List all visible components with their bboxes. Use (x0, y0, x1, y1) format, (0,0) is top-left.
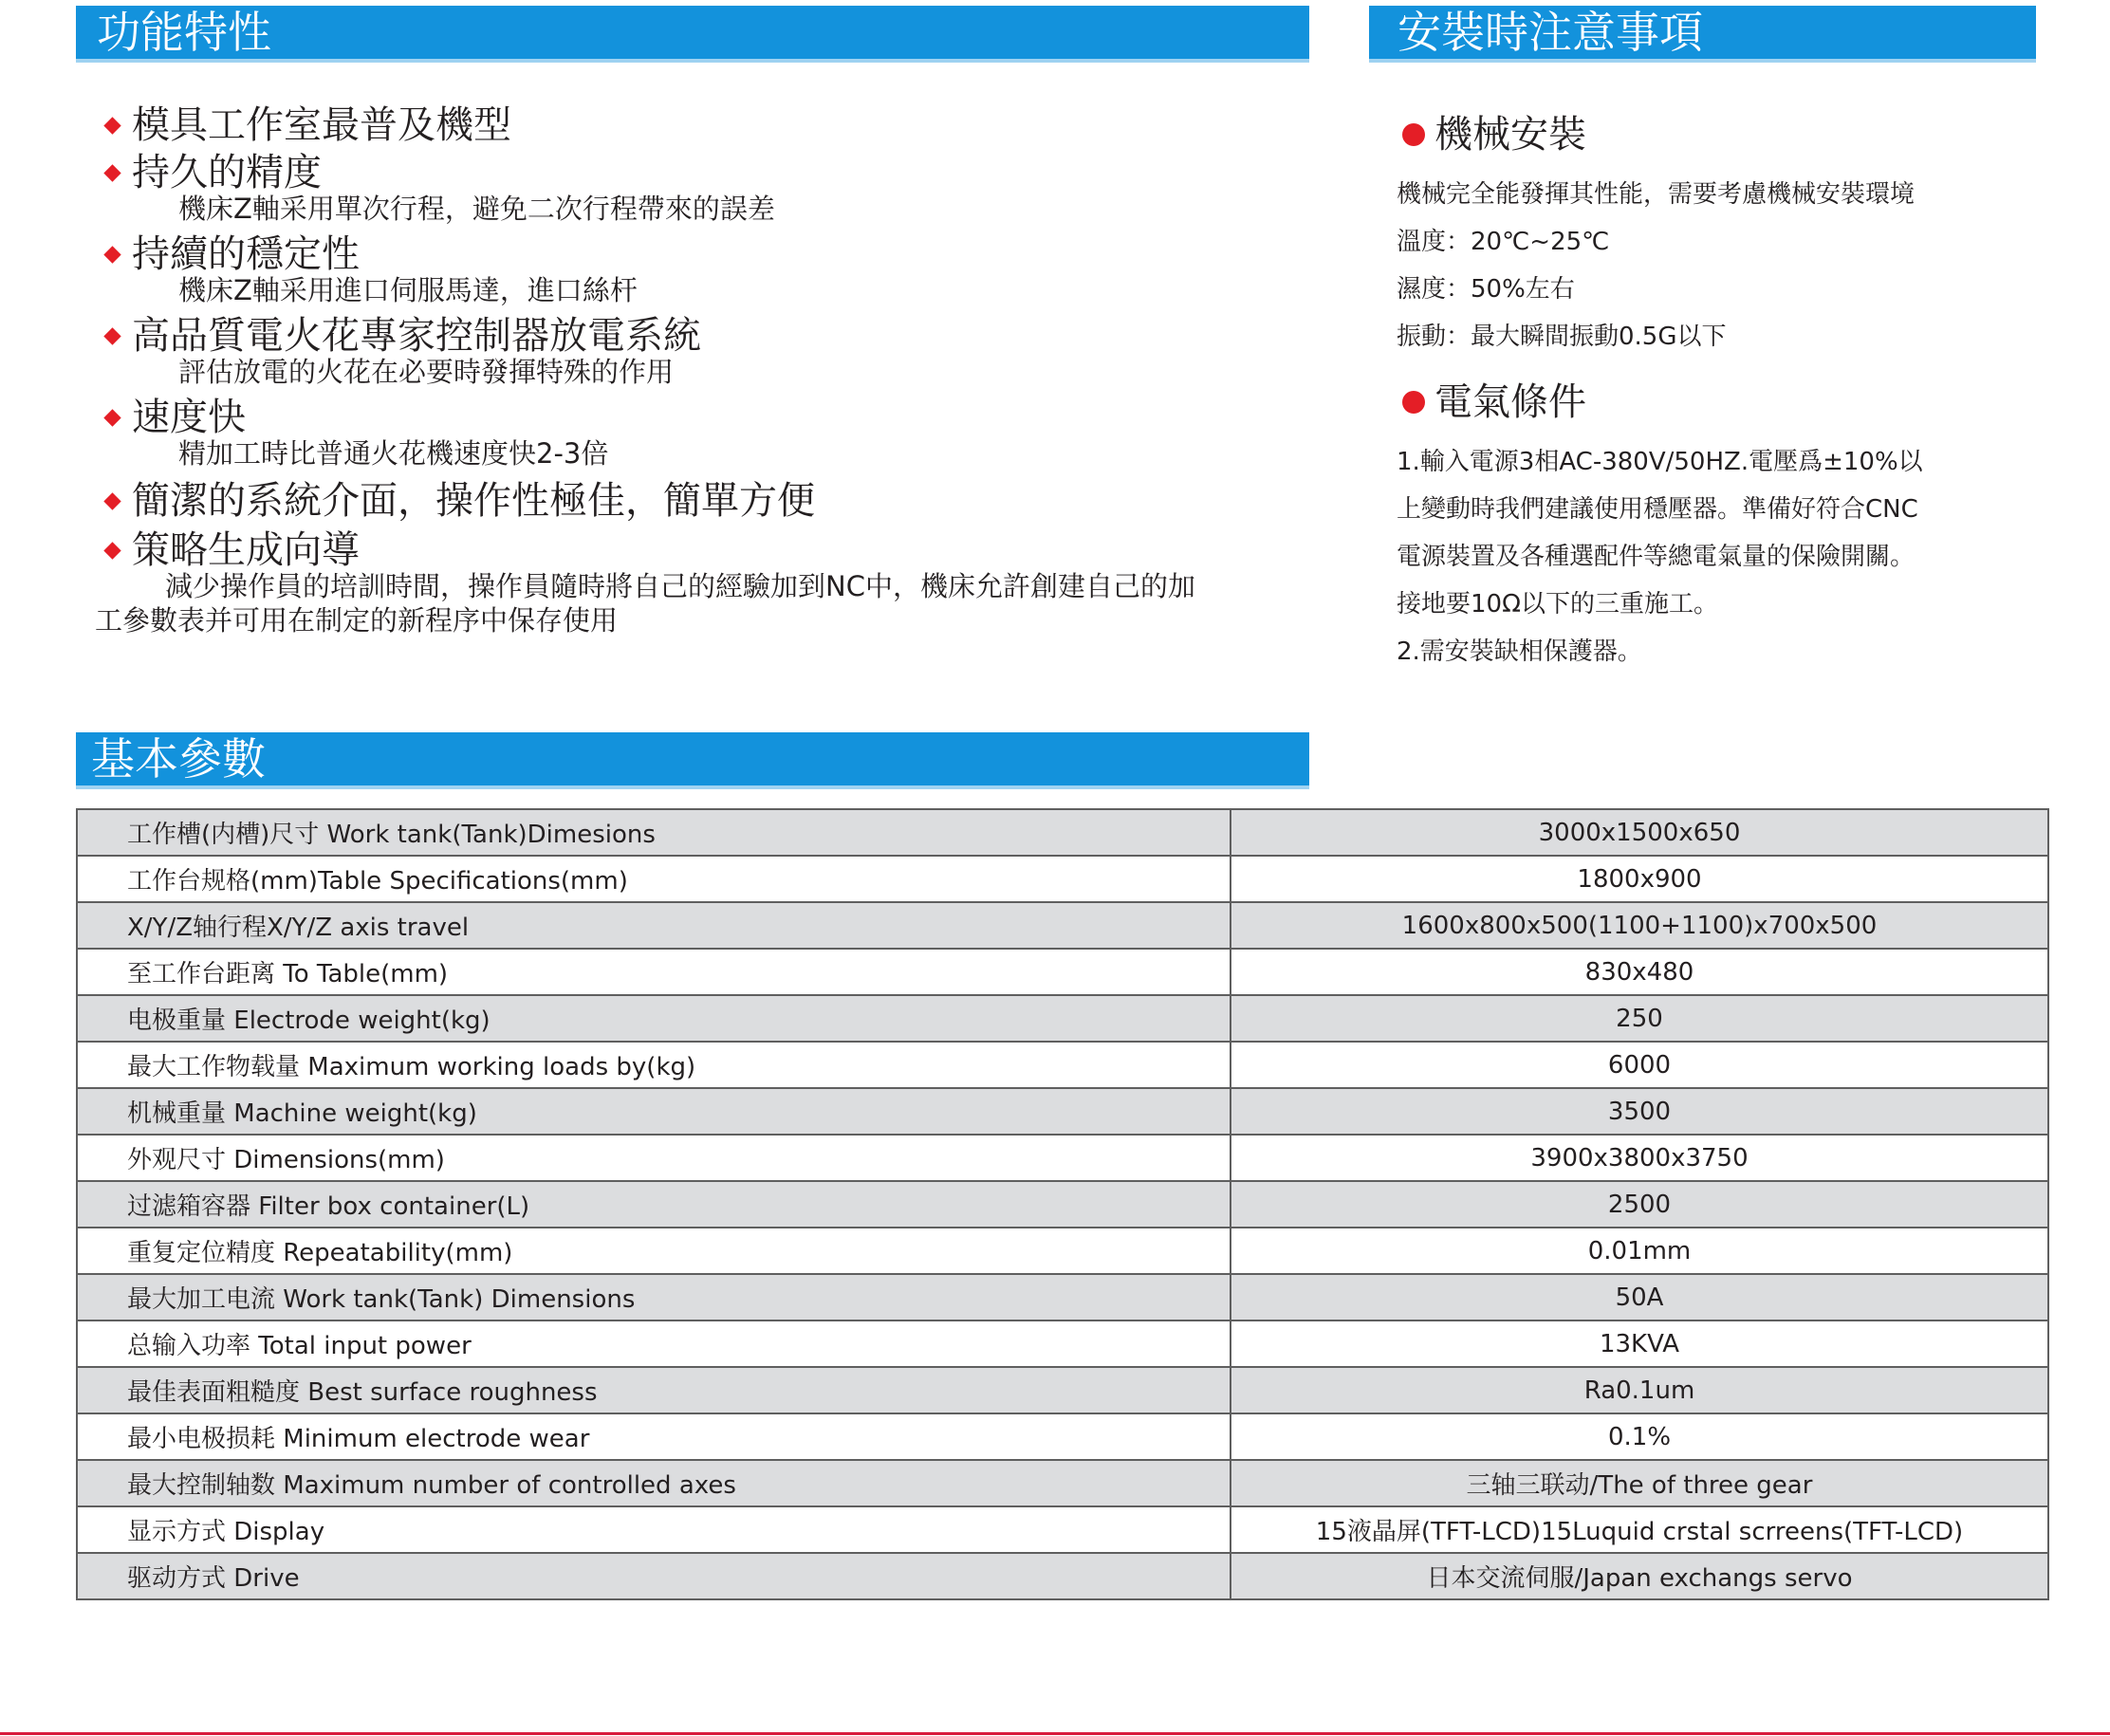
red-diamond-icon (103, 542, 120, 559)
table-row (77, 1135, 2048, 1181)
mechanical-install-line: 振動：最大瞬間振動0.5G以下 (1397, 323, 1727, 351)
param-name: X/Y/Z轴行程X/Y/Z axis travel (77, 902, 1231, 949)
param-value: 0.01mm (1231, 1228, 2048, 1274)
mechanical-install-line: 濕度：50%左右 (1397, 275, 1575, 304)
param-name: 机械重量 Machine weight(kg) (77, 1088, 1231, 1135)
param-value: 1600x800x500(1100+1100)x700x500 (1231, 902, 2048, 949)
mechanical-install-heading (1397, 112, 2042, 157)
feature-item (95, 314, 1186, 389)
param-name: 最佳表面粗糙度 Best surface roughness (77, 1367, 1231, 1413)
mechanical-install-line: 溫度：20℃~25℃ (1397, 228, 1610, 256)
param-value: 6000 (1231, 1042, 2048, 1088)
param-name: 工作台规格(mm)Table Specifications(mm) (77, 856, 1231, 902)
electrical-conditions-line: 上變動時我們建議使用穩壓器。準備好符合CNC (1397, 495, 1918, 524)
electrical-conditions-line: 2.需安裝缺相保護器。 (1397, 637, 1642, 666)
red-diamond-icon (103, 117, 120, 134)
param-value: 3000x1500x650 (1231, 809, 2048, 856)
electrical-conditions-line: 1.輸入電源3相AC-380V/50HZ.電壓爲±10%以 (1397, 448, 1923, 476)
feature-title: 模具工作室最普及機型 (132, 103, 511, 147)
feature-description: 機床Z軸采用單次行程，避免二次行程帶來的誤差 (178, 193, 775, 225)
red-diamond-icon (103, 409, 120, 426)
feature-title: 高品質電火花專家控制器放電系統 (132, 314, 701, 358)
param-name: 重复定位精度 Repeatability(mm) (77, 1228, 1231, 1274)
footer-divider (0, 1732, 2110, 1735)
feature-description: 精加工時比普通火花機速度快2-3倍 (178, 437, 609, 470)
feature-title-row (95, 103, 1186, 147)
param-name: 最大加工电流 Work tank(Tank) Dimensions (77, 1274, 1231, 1320)
electrical-conditions-section (1397, 379, 2042, 675)
feature-title: 速度快 (132, 396, 246, 439)
param-value: Ra0.1um (1231, 1367, 2048, 1413)
param-value: 1800x900 (1231, 856, 2048, 902)
table-row (77, 1088, 2048, 1135)
red-dot-icon (1402, 391, 1425, 414)
param-name: 驱动方式 Drive (77, 1553, 1231, 1599)
table-row (77, 1042, 2048, 1088)
red-diamond-icon (103, 327, 120, 344)
table-row (77, 902, 2048, 949)
param-name: 总输入功率 Total input power (77, 1320, 1231, 1367)
features-list (95, 103, 1195, 637)
red-diamond-icon (103, 164, 120, 181)
table-row (77, 856, 2048, 902)
features-header (76, 6, 1309, 59)
feature-item (95, 151, 1186, 226)
feature-title: 簡潔的系統介面，操作性極佳，簡單方便 (132, 479, 815, 523)
param-value: 三轴三联动/The of three gear (1231, 1460, 2048, 1506)
feature-item (95, 103, 1186, 147)
table-row (77, 1553, 2048, 1599)
param-value: 3500 (1231, 1088, 2048, 1135)
install-notes-header (1369, 6, 2036, 59)
features-header-title: 功能特性 (97, 7, 271, 58)
feature-item (95, 398, 1186, 471)
mechanical-install-section (1397, 112, 2042, 360)
table-row (77, 949, 2048, 995)
table-row (77, 1228, 2048, 1274)
electrical-conditions-title: 電氣條件 (1434, 380, 1586, 424)
feature-description: 評估放電的火花在必要時發揮特殊的作用 (178, 356, 675, 388)
param-name: 工作槽(内槽)尺寸 Work tank(Tank)Dimesions (77, 809, 1231, 856)
feature-description: 減少操作員的培訓時間，操作員隨時將自己的經驗加到NC中，機床允許創建自己的加工參數表并可用在制定的新程序中保存使用 (95, 570, 1195, 637)
param-value: 0.1% (1231, 1413, 2048, 1460)
table-row (77, 809, 2048, 856)
feature-title-row (95, 479, 1186, 523)
feature-title-row (95, 314, 1186, 358)
feature-item (95, 528, 1195, 637)
param-value: 250 (1231, 995, 2048, 1042)
red-diamond-icon (103, 246, 120, 263)
table-row (77, 1181, 2048, 1228)
param-name: 显示方式 Display (77, 1506, 1231, 1553)
param-value: 日本交流伺服/Japan exchangs servo (1231, 1553, 2048, 1599)
mechanical-install-title: 機械安裝 (1434, 113, 1586, 157)
param-name: 最小电极损耗 Minimum electrode wear (77, 1413, 1231, 1460)
table-row (77, 1413, 2048, 1460)
install-notes (1397, 112, 2042, 675)
table-row (77, 1320, 2048, 1367)
red-dot-icon (1402, 123, 1425, 146)
param-value: 2500 (1231, 1181, 2048, 1228)
basic-params-header-title: 基本參數 (91, 733, 266, 785)
feature-description: 機床Z軸采用進口伺服馬達，進口絲杆 (178, 274, 638, 306)
param-name: 最大控制轴数 Maximum number of controlled axes (77, 1460, 1231, 1506)
param-name: 外观尺寸 Dimensions(mm) (77, 1135, 1231, 1181)
feature-title-row (95, 396, 1186, 439)
param-name: 过滤箱容器 Filter box container(L) (77, 1181, 1231, 1228)
mechanical-install-line: 機械完全能發揮其性能，需要考慮機械安裝環境 (1397, 180, 1916, 209)
feature-title-row (95, 528, 1186, 572)
table-row (77, 995, 2048, 1042)
red-diamond-icon (103, 492, 120, 509)
table-row (77, 1367, 2048, 1413)
basic-params-header (76, 732, 1309, 785)
feature-title: 持久的精度 (132, 151, 322, 194)
table-row (77, 1506, 2048, 1553)
table-row (77, 1274, 2048, 1320)
param-name: 至工作台距离 To Table(mm) (77, 949, 1231, 995)
feature-title: 策略生成向導 (132, 528, 360, 572)
table-row (77, 1460, 2048, 1506)
param-name: 电极重量 Electrode weight(kg) (77, 995, 1231, 1042)
params-table (76, 808, 2049, 1600)
install-notes-header-title: 安裝時注意事項 (1397, 7, 1703, 58)
param-value: 3900x3800x3750 (1231, 1135, 2048, 1181)
feature-title: 持續的穩定性 (132, 232, 360, 276)
param-value: 830x480 (1231, 949, 2048, 995)
electrical-conditions-line: 電源裝置及各種選配件等總電氣量的保險開關。 (1397, 543, 1916, 571)
electrical-conditions-line: 接地要10Ω以下的三重施工。 (1397, 590, 1718, 619)
feature-title-row (95, 232, 1186, 276)
feature-item (95, 479, 1186, 523)
feature-title-row (95, 151, 1186, 194)
param-value: 15液晶屏(TFT-LCD)15Luquid crstal scrreens(TFT-LCD) (1231, 1506, 2048, 1553)
param-value: 13KVA (1231, 1320, 2048, 1367)
param-name: 最大工作物载量 Maximum working loads by(kg) (77, 1042, 1231, 1088)
param-value: 50A (1231, 1274, 2048, 1320)
electrical-conditions-heading (1397, 379, 2042, 425)
feature-item (95, 232, 1186, 307)
